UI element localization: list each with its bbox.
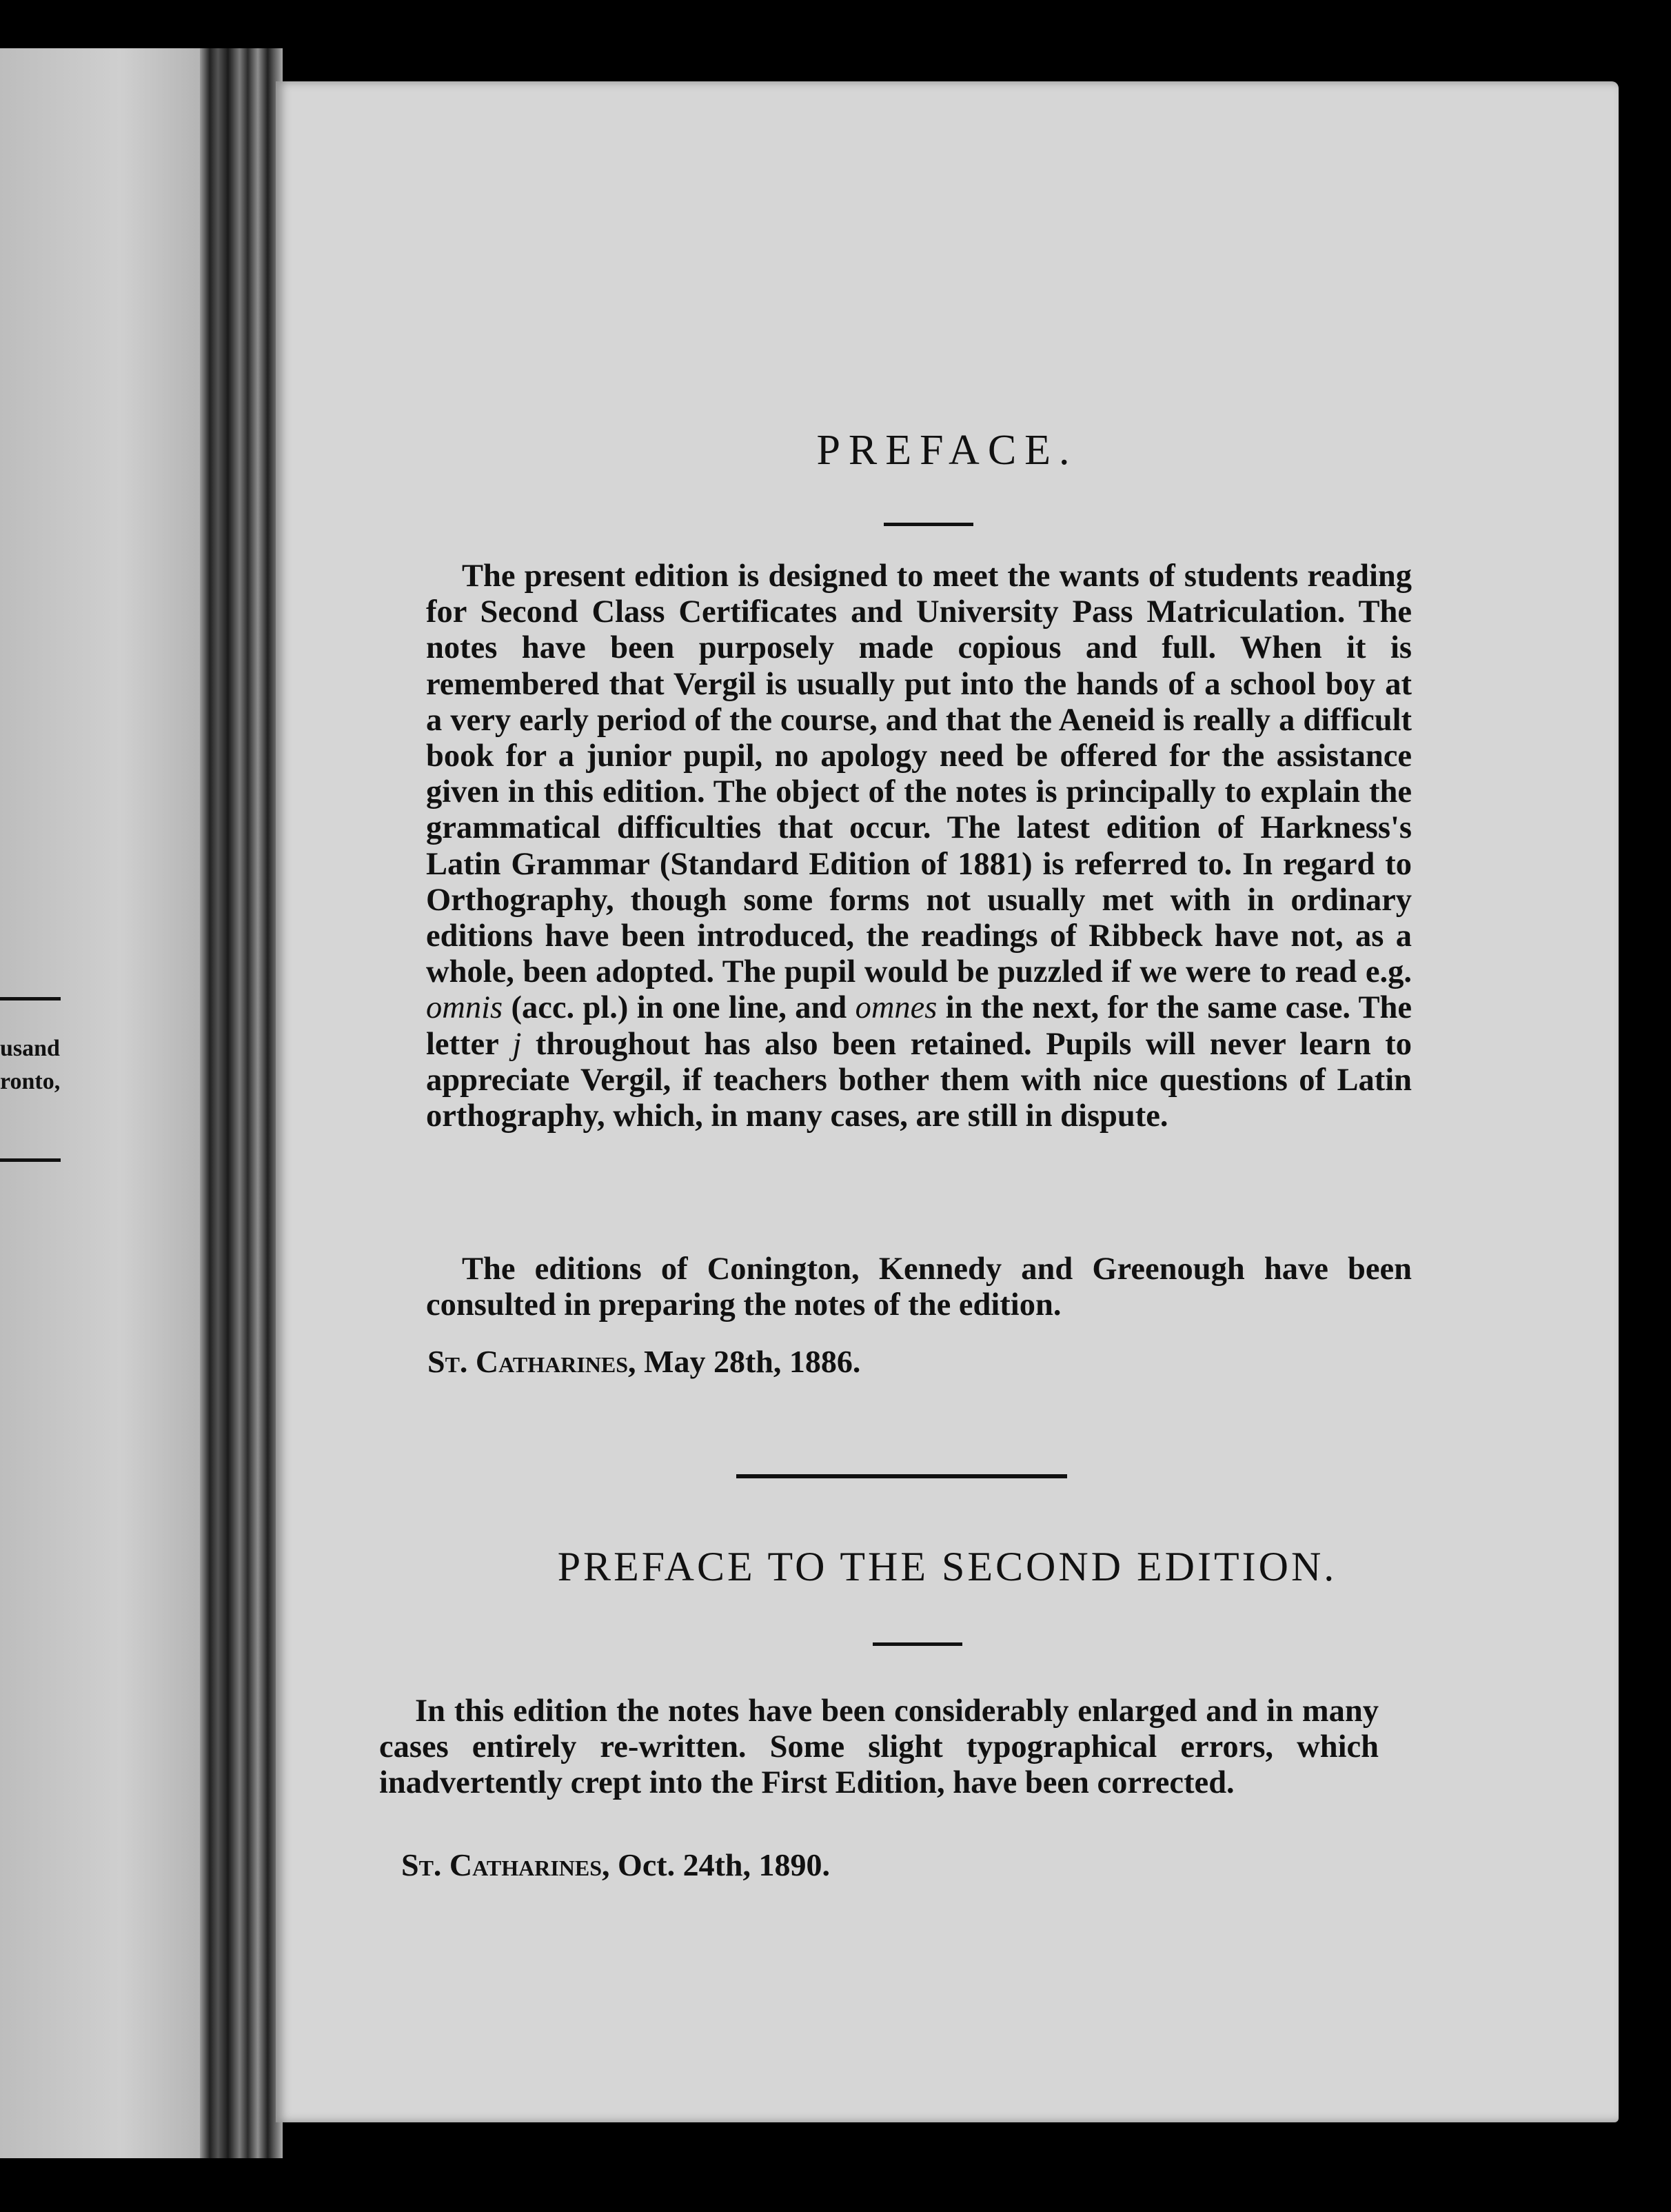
- preface-date: May 28th, 1886.: [644, 1344, 861, 1379]
- preface-p1-omnes: omnes: [855, 990, 938, 1026]
- preface-place: St. Catharines,: [427, 1344, 636, 1379]
- second-edition-signature: [401, 1847, 830, 1883]
- second-edition-date: Oct. 24th, 1890.: [618, 1847, 830, 1882]
- left-page-fragment-2: ronto,: [0, 1069, 61, 1094]
- section-divider-rule: [736, 1474, 1067, 1478]
- left-page-fragment-1: usand: [0, 1036, 60, 1061]
- left-facing-page: [0, 48, 200, 2158]
- preface-p1-j: j: [512, 1026, 522, 1062]
- preface-title-rule: [884, 523, 973, 526]
- preface-p1-part-c: in the next, for the same case. The letter: [426, 990, 1412, 1062]
- preface-p1-part-d: throughout has also been retained. Pupils will never learn to appreciate Vergil, if teachers bother them with nice questions of Latin orthography, which, in many cases, are still in dispute.: [426, 1026, 1412, 1134]
- second-edition-paragraph: In this edition the notes have been considerably enlarged and in many cases entirely re-written. Some slight typographical errors, which inadvertently crept into the First Edition, have been corrected.: [379, 1693, 1379, 1801]
- preface-paragraph-1: [426, 559, 1412, 1134]
- left-page-rule-bottom: [0, 1158, 61, 1162]
- book-gutter: [200, 48, 283, 2158]
- second-edition-place: St. Catharines,: [401, 1847, 610, 1882]
- preface-signature: [427, 1343, 860, 1380]
- left-page-rule-top: [0, 997, 61, 1001]
- second-edition-title: PREFACE TO THE SECOND EDITION.: [557, 1544, 1337, 1589]
- preface-title: PREFACE.: [816, 427, 1078, 474]
- preface-paragraph-2: The editions of Conington, Kennedy and Greenough have been consulted in preparing the notes of the edition.: [426, 1251, 1412, 1323]
- second-edition-title-rule: [873, 1642, 962, 1646]
- preface-p1-omnis: omnis: [426, 990, 503, 1026]
- preface-page: [276, 81, 1619, 2122]
- preface-p1-part-a: The present edition is designed to meet the wants of students reading for Second Class Certificates and University Pass Matriculation. The notes have been purposely made copious and full. When it is remembered that Vergil is usually put into the hands of a school boy at a very early period of the course, and that the Aeneid is really a difficult book for a junior pupil, no apology need be offered for the assistance given in this edition. The object of the notes is principally to explain the grammatical difficulties that occur. The latest edition of Harkness's Latin Grammar (Standard Edition of 1881) is referred to. In regard to Orthography, though some forms not usually met with in ordinary editions have been introduced, the readings of Ribbeck have not, as a whole, been adopted. The pupil would be puzzled if we were to read e.g.: [426, 559, 1412, 990]
- preface-p1-part-b: (acc. pl.) in one line, and: [503, 990, 855, 1026]
